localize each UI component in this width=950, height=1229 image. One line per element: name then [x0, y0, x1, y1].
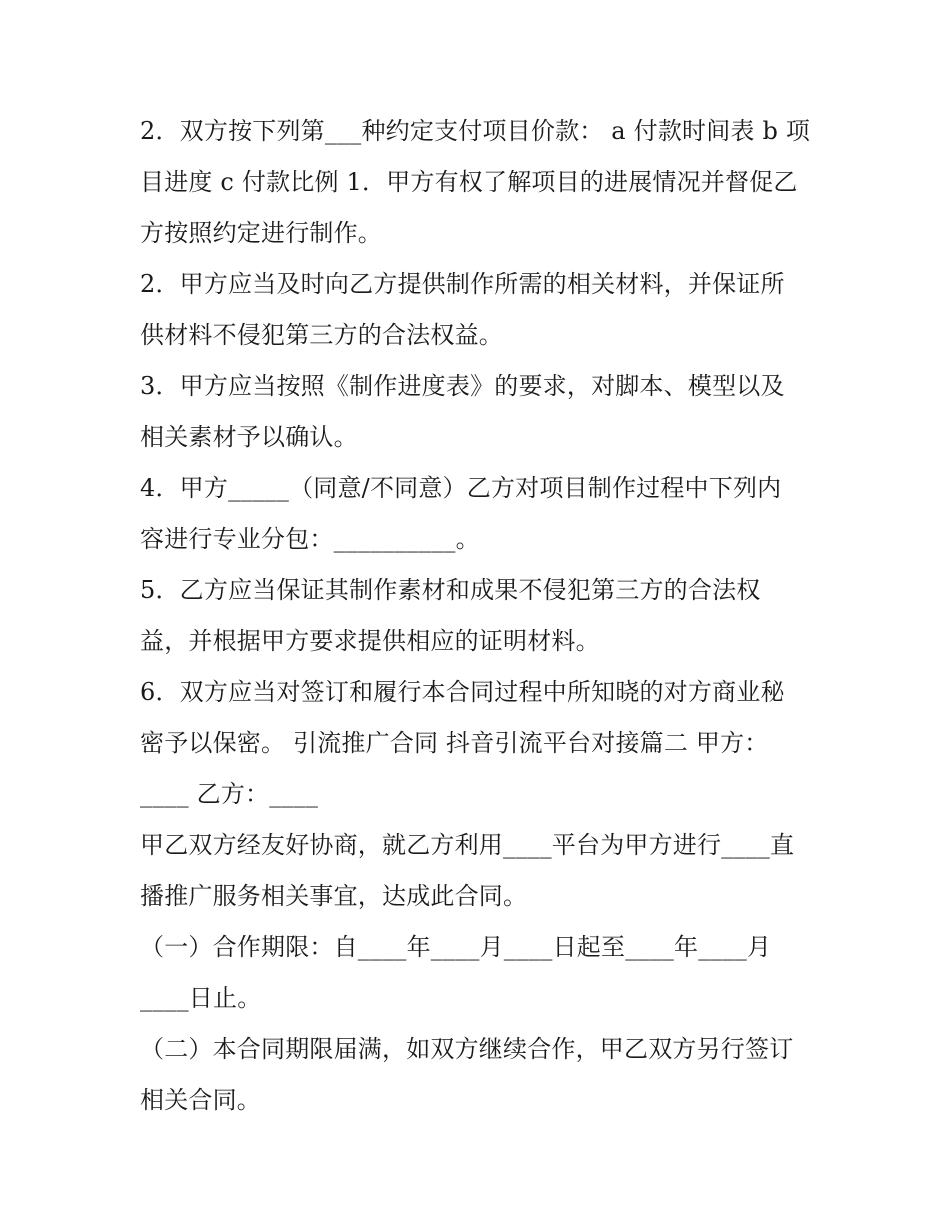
- document-body: [140, 106, 810, 1126]
- text-line: 益，并根据甲方要求提供相应的证明材料。: [140, 627, 600, 655]
- text-line: 甲乙双方经友好协商，就乙方利用____平台为甲方进行____直: [140, 831, 795, 859]
- text-line: 方按照约定进行制作。: [140, 219, 382, 247]
- text-line: ____日止。: [140, 984, 262, 1012]
- text-line: 密予以保密。 引流推广合同 抖音引流平台对接篇二 甲方：: [140, 729, 769, 757]
- text-line: 2．甲方应当及时向乙方提供制作所需的相关材料，并保证所: [140, 270, 785, 298]
- text-line: 供材料不侵犯第三方的合法权益。: [140, 321, 503, 349]
- text-line: 5．乙方应当保证其制作素材和成果不侵犯第三方的合法权: [140, 576, 761, 604]
- text-line: 相关素材予以确认。: [140, 423, 358, 451]
- text-line: 容进行专业分包：__________。: [140, 525, 480, 553]
- text-line: 6．双方应当对签订和履行本合同过程中所知晓的对方商业秘: [140, 678, 785, 706]
- text-line: 2．双方按下列第___种约定支付项目价款： a 付款时间表 b 项: [140, 117, 811, 145]
- text-line: 目进度 c 付款比例 1．甲方有权了解项目的进展情况并督促乙: [140, 168, 798, 196]
- text-line: 相关合同。: [140, 1086, 261, 1114]
- text-line: （一）合作期限：自____年____月____日起至____年____月: [140, 933, 772, 961]
- text-line: ____ 乙方：____: [140, 780, 319, 808]
- text-line: 3．甲方应当按照《制作进度表》的要求，对脚本、模型以及: [140, 372, 785, 400]
- text-line: （二）本合同期限届满，如双方继续合作，甲乙双方另行签订: [140, 1035, 794, 1063]
- text-line: 4．甲方_____（同意/不同意）乙方对项目制作过程中下列内: [140, 474, 782, 502]
- text-line: 播推广服务相关事宜，达成此合同。: [140, 882, 528, 910]
